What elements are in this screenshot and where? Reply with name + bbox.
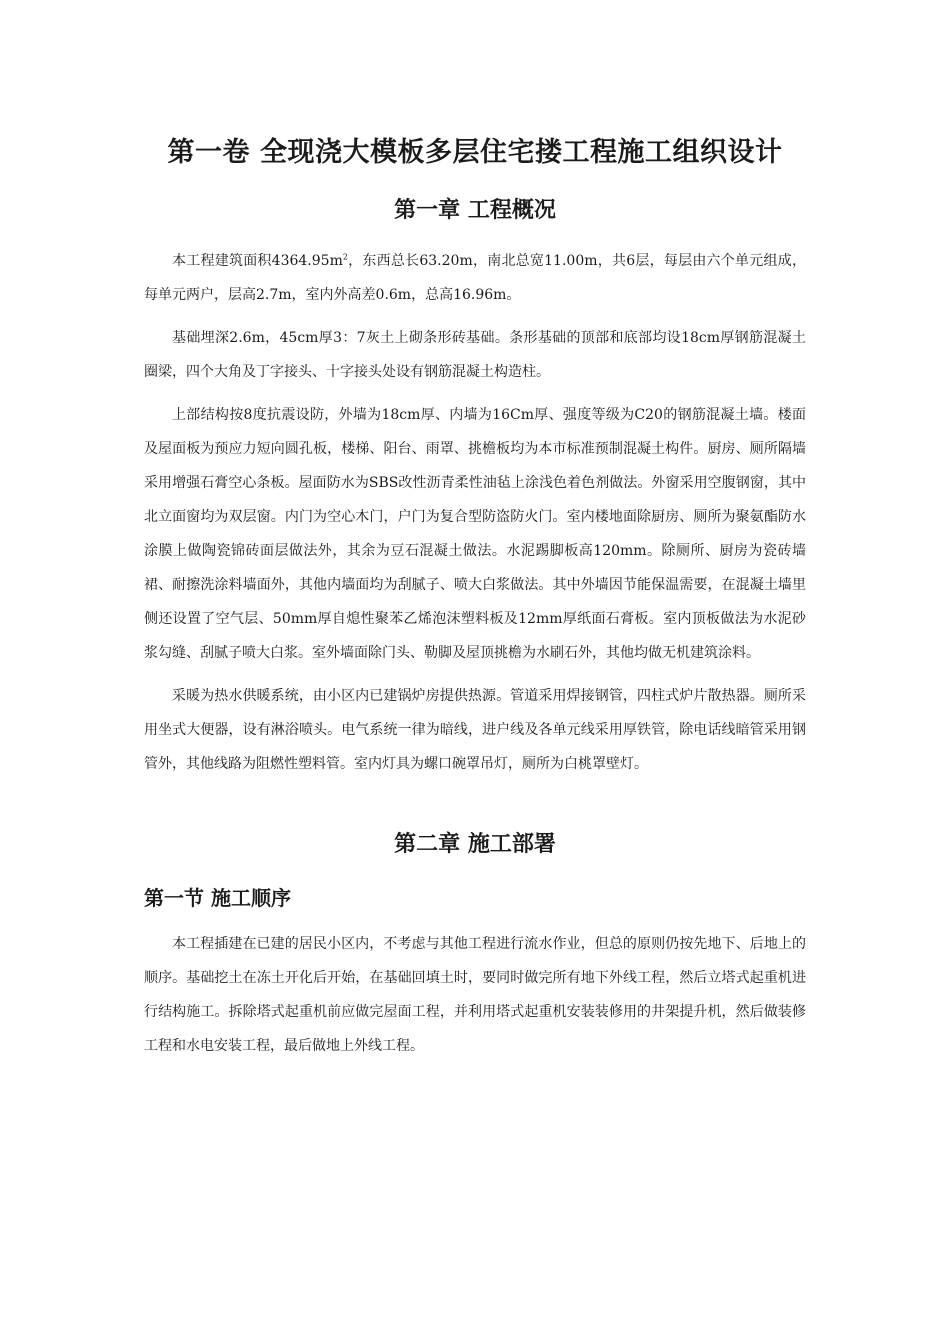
section1-title: 第一节 施工顺序 [144,886,291,910]
chapter2-title: 第二章 施工部署 [394,832,556,857]
area-text: 本工程建筑面积4364.95m [172,253,343,269]
dimensions-text: ，东西总长63.20m，南北总宽11.00m，共6层，每层由六个单元组成，每单元两户，层高2.7m，室内外高差0.6m，总高16.96m。 [144,253,806,303]
chapter1-paragraph-3: 上部结构按8度抗震设防，外墙为18cm厚、内墙为16Cm厚、强度等级为C20的钢筋混凝土墙。楼面及屋面板为预应力短向圆孔板，楼梯、阳台、雨罩、挑檐板均为本市标准预制混凝土构件。厨房、厕所隔墙采用增强石膏空心条板。屋面防水为SBS改性沥青柔性油毡上涂浅色着色剂做法。外窗采用空腹钢窗，其中北立面窗均为双层窗。内门为空心木门，户门为复合型防盗防火门。室内楼地面除厨房、厕所为聚氨酯防水涂膜上做陶瓷锦砖面层做法外，其余为豆石混凝土做法。水泥踢脚板高120mm。除厕所、厨房为瓷砖墙裙、耐擦洗涂料墙面外，其他内墙面均为刮腻子、喷大白浆做法。其中外墙因节能保温需要，在混凝土墙里侧还设置了空气层、50mm厚自熄性聚苯乙烯泡沫塑料板及12mm厚纸面石膏板。室内顶板做法为水泥砂浆勾缝、刮腻子喷大白浆。室外墙面除门头、勒脚及屋顶挑檐为水刷石外，其他均做无机建筑涂料。 [144,407,806,661]
section1-paragraph-1: 本工程插建在已建的居民小区内，不考虑与其他工程进行流水作业，但总的原则仍按先地下、后地上的顺序。基础挖土在冻土开化后开始，在基础回填土时，要同时做完所有地下外线工程，然后立塔式起重机进行结构施工。拆除塔式起重机前应做完屋面工程，并利用塔式起重机安装装修用的井架提升机，然后做装修工程和水电安装工程，最后做地上外线工程。 [144,936,806,1054]
document-page [144,130,806,1072]
chapter1-paragraph-1 [144,244,806,312]
chapter1-paragraph-2: 基础埋深2.6m，45cm厚3：7灰土上砌条形砖基础。条形基础的顶部和底部均设18cm厚钢筋混凝土圈梁，四个大角及丁字接头、十字接头处设有钢筋混凝土构造柱。 [144,330,806,380]
chapter1-title: 第一章 工程概况 [394,198,556,223]
volume-title: 第一卷 全现浇大模板多层住宅搂工程施工组织设计 [167,137,783,168]
square-superscript: 2 [342,252,348,262]
chapter1-paragraph-4: 采暖为热水供暖系统，由小区内已建锅炉房提供热源。管道采用焊接钢管，四柱式炉片散热器。厕所采用坐式大便器，设有淋浴喷头。电气系统一律为暗线，进户线及各单元线采用厚铁管，除电话线暗管采用钢管外，其他线路为阻燃性塑料管。室内灯具为螺口碗罩吊灯，厕所为白桃罩壁灯。 [144,688,806,772]
